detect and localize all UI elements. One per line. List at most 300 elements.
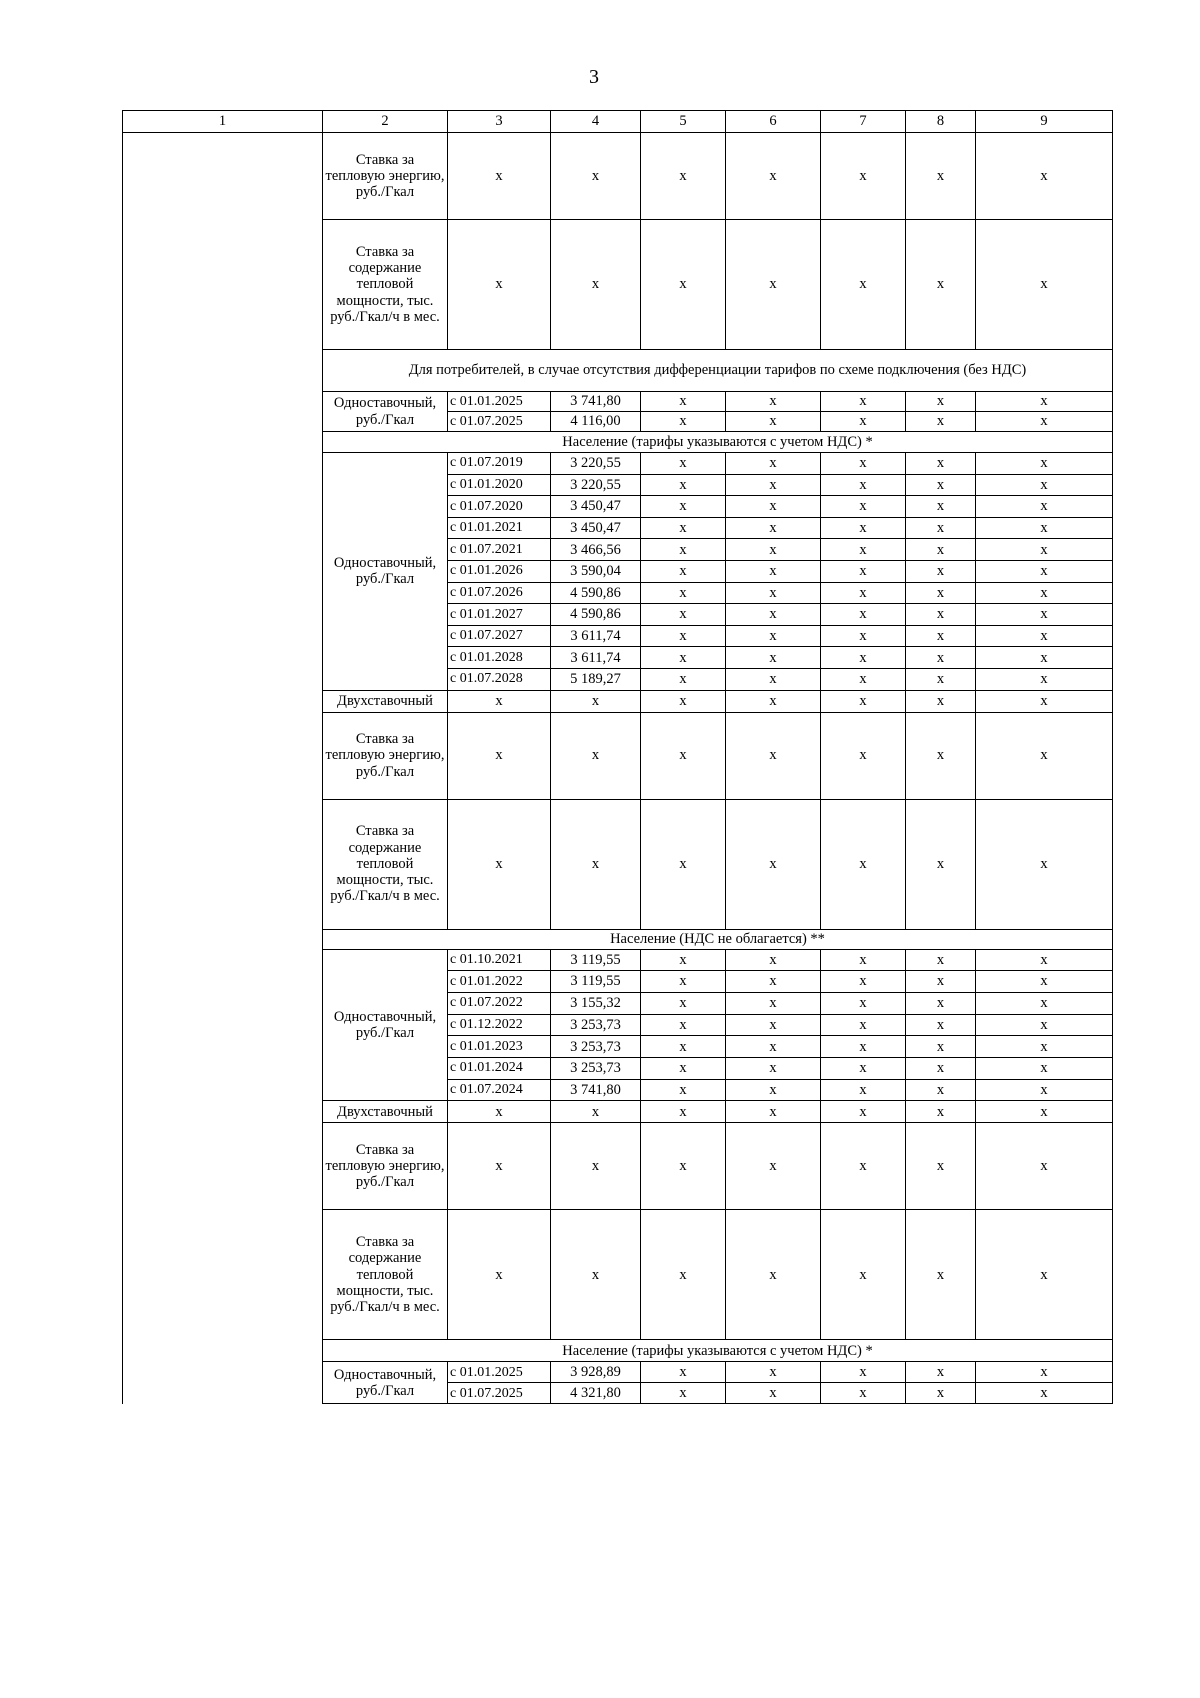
x-cell: x [641,1057,726,1079]
tariff-row [123,392,1113,412]
x-cell: x [641,604,726,626]
x-cell: x [726,992,821,1014]
x-cell: x [976,799,1113,929]
value-cell: 3 253,73 [551,1036,641,1058]
x-cell: x [726,1057,821,1079]
x-cell: x [976,1383,1113,1404]
x-cell: x [821,668,906,690]
blank-cell [123,560,323,582]
rate-label: Ставка за содержание тепловой мощности, тыс. руб./Гкал/ч в мес. [323,220,448,350]
tariff-row [123,412,1113,432]
x-cell: x [641,582,726,604]
x-cell: x [906,539,976,561]
x-cell: x [906,949,976,971]
x-cell: x [821,412,906,432]
blank-cell [123,474,323,496]
blank-cell [123,668,323,690]
value-cell: 3 119,55 [551,949,641,971]
date-cell: с 01.07.2025 [448,1383,551,1404]
date-cell: с 01.07.2024 [448,1079,551,1101]
x-cell: x [726,712,821,799]
x-cell: x [906,1014,976,1036]
x-cell: x [641,1123,726,1210]
x-cell: x [906,133,976,220]
x-cell: x [641,625,726,647]
x-cell: x [726,690,821,712]
x-cell: x [726,1362,821,1383]
x-cell: x [821,560,906,582]
x-cell: x [976,220,1113,350]
x-cell: x [821,1210,906,1340]
col-header: 7 [821,111,906,133]
x-cell: x [448,799,551,929]
rate-label: Ставка за тепловую энергию, руб./Гкал [323,1123,448,1210]
value-cell: 3 119,55 [551,971,641,993]
x-cell: x [641,474,726,496]
x-cell: x [976,539,1113,561]
two-part-row [123,690,1113,712]
two-part-label: Двухставочный [323,690,448,712]
x-cell: x [726,133,821,220]
x-cell: x [976,560,1113,582]
x-cell: x [976,496,1113,518]
section-title-row [123,432,1113,453]
x-cell: x [906,712,976,799]
value-cell: 3 253,73 [551,1057,641,1079]
x-cell: x [726,1210,821,1340]
date-cell: с 01.07.2022 [448,992,551,1014]
x-cell: x [821,1057,906,1079]
blank-cell [123,412,323,432]
date-cell: с 01.01.2026 [448,560,551,582]
x-cell: x [726,220,821,350]
date-cell: с 01.10.2021 [448,949,551,971]
blank-cell [123,1123,323,1210]
rate-row [123,1210,1113,1340]
tariff-table [122,110,1113,1404]
x-cell: x [726,971,821,993]
value-cell: 3 928,89 [551,1362,641,1383]
blank-cell [123,625,323,647]
date-cell: с 01.07.2026 [448,582,551,604]
date-cell: с 01.07.2028 [448,668,551,690]
value-cell: 3 611,74 [551,625,641,647]
x-cell: x [976,712,1113,799]
tariff-row [123,668,1113,690]
x-cell: x [641,1383,726,1404]
blank-cell [123,1101,323,1123]
blank-cell [123,1079,323,1101]
col-header: 3 [448,111,551,133]
x-cell: x [726,412,821,432]
blank-cell [123,992,323,1014]
x-cell: x [906,517,976,539]
x-cell: x [641,560,726,582]
x-cell: x [906,582,976,604]
blank-cell [123,929,323,949]
two-part-label: Двухставочный [323,1101,448,1123]
x-cell: x [906,625,976,647]
x-cell: x [641,712,726,799]
x-cell: x [906,690,976,712]
x-cell: x [906,560,976,582]
x-cell: x [726,1101,821,1123]
x-cell: x [641,971,726,993]
x-cell: x [821,971,906,993]
blank-cell [123,432,323,453]
blank-cell [123,647,323,669]
x-cell: x [726,392,821,412]
x-cell: x [641,1362,726,1383]
tariff-row [123,474,1113,496]
x-cell: x [641,412,726,432]
x-cell: x [821,647,906,669]
two-part-row [123,1101,1113,1123]
tariff-row [123,1057,1113,1079]
x-cell: x [641,496,726,518]
x-cell: x [726,560,821,582]
x-cell: x [976,625,1113,647]
blank-cell [123,350,323,392]
col-header: 5 [641,111,726,133]
value-cell: 5 189,27 [551,668,641,690]
tariff-row [123,539,1113,561]
tariff-row [123,625,1113,647]
x-cell: x [976,1057,1113,1079]
col-header: 6 [726,111,821,133]
x-cell: x [641,392,726,412]
blank-cell [123,496,323,518]
blank-cell [123,690,323,712]
date-cell: с 01.01.2028 [448,647,551,669]
x-cell: x [906,1036,976,1058]
x-cell: x [551,1123,641,1210]
tariff-row [123,647,1113,669]
x-cell: x [821,392,906,412]
x-cell: x [976,992,1113,1014]
rate-type-label: Одноставочный, руб./Гкал [323,949,448,1101]
x-cell: x [906,412,976,432]
section-title: Население (НДС не облагается) ** [323,929,1113,949]
rate-type-label: Одноставочный, руб./Гкал [323,453,448,691]
x-cell: x [448,220,551,350]
x-cell: x [641,647,726,669]
x-cell: x [976,668,1113,690]
x-cell: x [821,949,906,971]
x-cell: x [641,1036,726,1058]
blank-cell [123,1362,323,1383]
value-cell: 3 590,04 [551,560,641,582]
x-cell: x [976,1362,1113,1383]
x-cell: x [821,474,906,496]
rate-row [123,799,1113,929]
section-title-row [123,929,1113,949]
x-cell: x [976,604,1113,626]
x-cell: x [906,1383,976,1404]
date-cell: с 01.07.2027 [448,625,551,647]
rate-type-label: Одноставочный, руб./Гкал [323,392,448,432]
blank-cell [123,453,323,475]
x-cell: x [448,712,551,799]
value-cell: 3 611,74 [551,647,641,669]
x-cell: x [821,453,906,475]
tariff-row [123,604,1113,626]
x-cell: x [821,1362,906,1383]
x-cell: x [906,1101,976,1123]
date-cell: с 01.01.2020 [448,474,551,496]
section-title: Население (тарифы указываются с учетом НДС) * [323,1340,1113,1362]
x-cell: x [726,799,821,929]
x-cell: x [641,539,726,561]
value-cell: 4 590,86 [551,604,641,626]
value-cell: 4 590,86 [551,582,641,604]
tariff-row [123,560,1113,582]
x-cell: x [976,453,1113,475]
value-cell: 3 466,56 [551,539,641,561]
x-cell: x [551,1101,641,1123]
x-cell: x [976,1210,1113,1340]
x-cell: x [906,453,976,475]
x-cell: x [726,453,821,475]
x-cell: x [641,1014,726,1036]
x-cell: x [726,1123,821,1210]
x-cell: x [821,517,906,539]
x-cell: x [976,582,1113,604]
x-cell: x [821,799,906,929]
x-cell: x [821,1036,906,1058]
tariff-row [123,582,1113,604]
date-cell: с 01.07.2021 [448,539,551,561]
page-number: 3 [589,66,599,88]
x-cell: x [976,971,1113,993]
col-header: 8 [906,111,976,133]
x-cell: x [976,1079,1113,1101]
x-cell: x [641,133,726,220]
blank-cell [123,971,323,993]
x-cell: x [821,1079,906,1101]
x-cell: x [906,392,976,412]
x-cell: x [821,539,906,561]
rate-row [123,133,1113,220]
x-cell: x [551,690,641,712]
date-cell: с 01.01.2024 [448,1057,551,1079]
x-cell: x [641,668,726,690]
date-cell: с 01.01.2023 [448,1036,551,1058]
date-cell: с 01.01.2025 [448,1362,551,1383]
x-cell: x [448,1101,551,1123]
value-cell: 3 450,47 [551,517,641,539]
x-cell: x [448,1210,551,1340]
x-cell: x [726,668,821,690]
rate-label: Ставка за тепловую энергию, руб./Гкал [323,712,448,799]
x-cell: x [641,949,726,971]
x-cell: x [821,496,906,518]
x-cell: x [551,712,641,799]
rate-row [123,1123,1113,1210]
x-cell: x [726,1383,821,1404]
x-cell: x [976,517,1113,539]
tariff-row [123,1014,1113,1036]
x-cell: x [641,992,726,1014]
x-cell: x [906,1362,976,1383]
x-cell: x [906,799,976,929]
tariff-row [123,1383,1113,1404]
x-cell: x [641,1210,726,1340]
tariff-row [123,517,1113,539]
x-cell: x [726,1079,821,1101]
blank-cell [123,1383,323,1404]
x-cell: x [906,1123,976,1210]
blank-cell [123,517,323,539]
x-cell: x [821,690,906,712]
tariff-row [123,949,1113,971]
x-cell: x [726,517,821,539]
tariff-row [123,453,1113,475]
blank-cell [123,220,323,350]
value-cell: 3 253,73 [551,1014,641,1036]
x-cell: x [906,474,976,496]
section-title: Население (тарифы указываются с учетом НДС) * [323,432,1113,453]
blank-cell [123,392,323,412]
date-cell: с 01.01.2021 [448,517,551,539]
x-cell: x [641,1079,726,1101]
tariff-row [123,1362,1113,1383]
x-cell: x [821,992,906,1014]
x-cell: x [976,474,1113,496]
x-cell: x [641,453,726,475]
x-cell: x [551,1210,641,1340]
x-cell: x [906,668,976,690]
x-cell: x [641,799,726,929]
x-cell: x [821,1014,906,1036]
blank-cell [123,799,323,929]
blank-cell [123,949,323,971]
section-title-row [123,350,1113,392]
x-cell: x [906,220,976,350]
x-cell: x [551,220,641,350]
x-cell: x [641,517,726,539]
blank-cell [123,1210,323,1340]
x-cell: x [821,625,906,647]
rate-row [123,220,1113,350]
value-cell: 3 741,80 [551,1079,641,1101]
x-cell: x [906,992,976,1014]
date-cell: с 01.01.2027 [448,604,551,626]
x-cell: x [906,1057,976,1079]
blank-cell [123,133,323,220]
x-cell: x [976,949,1113,971]
tariff-row [123,1079,1113,1101]
value-cell: 3 450,47 [551,496,641,518]
rate-label: Ставка за содержание тепловой мощности, тыс. руб./Гкал/ч в мес. [323,799,448,929]
rate-label: Ставка за содержание тепловой мощности, тыс. руб./Гкал/ч в мес. [323,1210,448,1340]
rate-type-label: Одноставочный, руб./Гкал [323,1362,448,1404]
x-cell: x [906,1210,976,1340]
x-cell: x [726,949,821,971]
x-cell: x [726,625,821,647]
blank-cell [123,1340,323,1362]
tariff-row [123,971,1113,993]
x-cell: x [906,647,976,669]
x-cell: x [976,412,1113,432]
section-title: Для потребителей, в случае отсутствия дифференциации тарифов по схеме подключения (без НДС) [323,350,1113,392]
date-cell: с 01.07.2020 [448,496,551,518]
col-header: 1 [123,111,323,133]
x-cell: x [906,971,976,993]
x-cell: x [448,690,551,712]
blank-cell [123,1057,323,1079]
rate-label: Ставка за тепловую энергию, руб./Гкал [323,133,448,220]
x-cell: x [906,496,976,518]
date-cell: с 01.01.2025 [448,392,551,412]
x-cell: x [726,496,821,518]
x-cell: x [726,1036,821,1058]
x-cell: x [976,690,1113,712]
x-cell: x [976,647,1113,669]
header-row [123,111,1113,133]
x-cell: x [551,799,641,929]
date-cell: с 01.07.2025 [448,412,551,432]
x-cell: x [976,1101,1113,1123]
x-cell: x [821,1123,906,1210]
date-cell: с 01.07.2019 [448,453,551,475]
x-cell: x [726,582,821,604]
blank-cell [123,582,323,604]
blank-cell [123,712,323,799]
blank-cell [123,539,323,561]
x-cell: x [906,604,976,626]
x-cell: x [976,1123,1113,1210]
blank-cell [123,604,323,626]
x-cell: x [821,1101,906,1123]
value-cell: 4 116,00 [551,412,641,432]
x-cell: x [726,647,821,669]
x-cell: x [551,133,641,220]
rate-row [123,712,1113,799]
value-cell: 3 220,55 [551,474,641,496]
x-cell: x [641,220,726,350]
section-title-row [123,1340,1113,1362]
x-cell: x [726,474,821,496]
blank-cell [123,1036,323,1058]
x-cell: x [641,1101,726,1123]
blank-cell [123,1014,323,1036]
x-cell: x [821,133,906,220]
x-cell: x [726,1014,821,1036]
date-cell: с 01.12.2022 [448,1014,551,1036]
value-cell: 3 741,80 [551,392,641,412]
x-cell: x [976,1036,1113,1058]
x-cell: x [726,604,821,626]
x-cell: x [976,392,1113,412]
x-cell: x [976,1014,1113,1036]
x-cell: x [641,690,726,712]
x-cell: x [448,133,551,220]
value-cell: 3 155,32 [551,992,641,1014]
tariff-row [123,992,1113,1014]
x-cell: x [976,133,1113,220]
col-header: 2 [323,111,448,133]
x-cell: x [821,582,906,604]
x-cell: x [821,604,906,626]
date-cell: с 01.01.2022 [448,971,551,993]
x-cell: x [821,1383,906,1404]
x-cell: x [448,1123,551,1210]
value-cell: 4 321,80 [551,1383,641,1404]
tariff-row [123,496,1113,518]
x-cell: x [726,539,821,561]
col-header: 4 [551,111,641,133]
